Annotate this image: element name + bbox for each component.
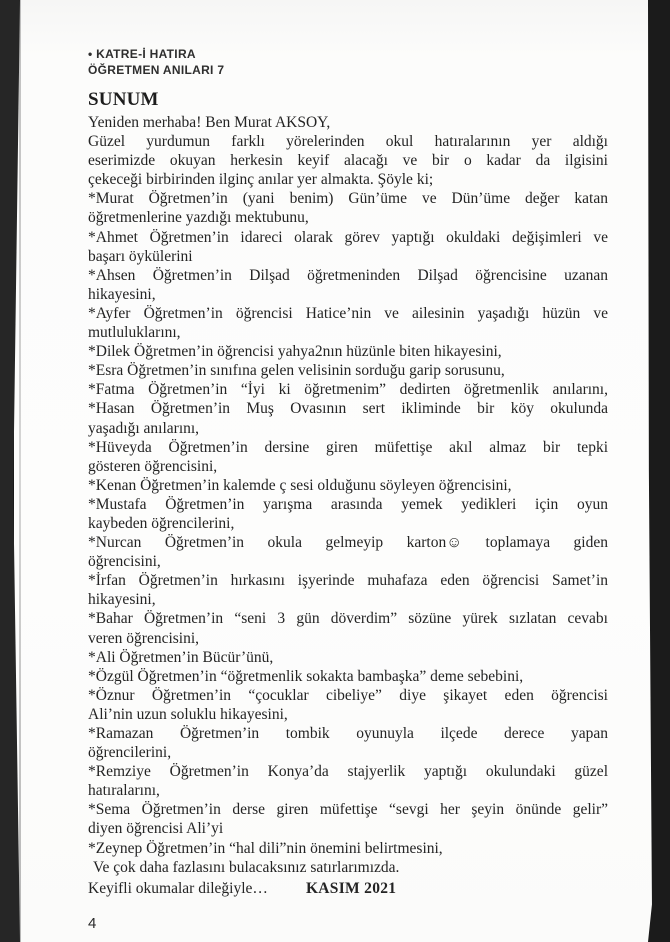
photo-right-edge <box>648 0 670 942</box>
text-line: hikayesini, <box>88 591 156 609</box>
text-line: *Murat Öğretmen’in (yani benim) Gün’üme ve Dün’üme değer katan <box>88 190 608 208</box>
text-line: hikayesini, <box>88 285 156 303</box>
text-line: Ve çok daha fazlasını bulacaksınız satırlarımızda. <box>93 858 400 876</box>
text-line: *Ali Öğretmen’in Bücür’ünü, <box>88 648 274 666</box>
text-line: *Dilek Öğretmen’in öğrencisi yahya2nın hüzünle biten hikayesini, <box>88 343 502 361</box>
body-lines <box>88 113 608 877</box>
page-number: 4 <box>88 914 97 932</box>
text-line: gösteren öğrencisini, <box>88 457 218 475</box>
text-line: kaybeden öğrencilerini, <box>88 514 235 532</box>
text-line: *Ayfer Öğretmen’in öğrencisi Hatice’nin ve ailesinin yaşadığı hüzün ve <box>88 304 608 322</box>
header-series-title: • KATRE-İ HATIRA <box>88 47 196 61</box>
text-line: mutluluklarını, <box>88 324 181 342</box>
text-line: *Zeynep Öğretmen’in “hal dili”nin önemini belirtmesini, <box>88 839 443 857</box>
text-line: *Ramazan Öğretmen’in tombik oyunuyla ilçede derece yapan <box>88 725 608 742</box>
closing-text: Keyifli okumalar dileğiyle… <box>88 879 268 897</box>
text-line: başarı öykülerini <box>88 247 193 265</box>
text-line: *Fatma Öğretmen’in “İyi ki öğretmenim” dedirten öğretmenlik anılarını, <box>88 381 608 399</box>
text-line: eserimizde okuyan herkesin keyif alacağı ve bir o kadar da ilgisini <box>88 152 608 170</box>
closing-date: KASIM 2021 <box>305 879 397 897</box>
text-line: *Kenan Öğretmen’in kalemde ç sesi olduğunu söyleyen öğrencisini, <box>88 476 512 494</box>
text-line: *Mustafa Öğretmen’in yarışma arasında yemek yedikleri için oyun <box>88 495 608 513</box>
text-line: *Özgül Öğretmen’in “öğretmenlik sokakta bambaşka” deme sebebini, <box>88 667 524 685</box>
text-line: *Öznur Öğretmen’in “çocuklar cibeliye” diye şikayet eden öğrencisi <box>88 686 608 704</box>
book-page <box>14 0 654 942</box>
text-line: *Hüveyda Öğretmen’in dersine giren müfettişe akıl almaz bir tepki <box>88 438 608 456</box>
text-line: *Bahar Öğretmen’in “seni 3 gün döverdim” sözüne yürek sızlatan cevabı <box>88 610 608 628</box>
page-left-edge-highlight <box>19 0 21 942</box>
text-line: *Nurcan Öğretmen’in okula gelmeyip karton☺ toplamaya giden <box>88 534 608 552</box>
text-line: *Remziye Öğretmen’in Konya’da stajyerlik yaptığı okulundaki güzel <box>88 763 608 781</box>
text-line: *Esra Öğretmen’in sınıfına gelen velisinin sorduğu garip sorusunu, <box>88 362 505 380</box>
section-title: SUNUM <box>88 89 159 110</box>
text-line: *Ahmet Öğretmen’in idareci olarak görev yaptığı okuldaki değişimleri ve <box>88 228 608 246</box>
text-line: çekeceği birbirinden ilginç anılar yer almakta. Şöyle ki; <box>88 171 434 189</box>
header-volume-title: ÖĞRETMEN ANILARI 7 <box>88 63 225 77</box>
text-line: veren öğrencisini, <box>88 629 200 647</box>
text-line: diyen öğrencisi Ali’yi <box>88 820 224 838</box>
text-line: Yeniden merhaba! Ben Murat AKSOY, <box>88 114 331 131</box>
text-line: öğrencisini, <box>88 553 161 571</box>
text-line: yaşadığı anılarını, <box>88 419 200 437</box>
text-line: Ali’nin uzun soluklu hikayesini, <box>88 705 288 723</box>
text-line: *Hasan Öğretmen’in Muş Ovasının sert ikliminde bir köy okulunda <box>88 400 608 418</box>
text-line: *İrfan Öğretmen’in hırkasını işyerinde muhafaza eden öğrencisi Samet’in <box>88 572 608 590</box>
text-line: *Ahsen Öğretmen’in Dilşad öğretmeninden Dilşad öğrencisine uzanan <box>88 266 608 284</box>
text-line: öğretmenlerine yazdığı mektubunu, <box>88 209 309 227</box>
running-header <box>88 46 613 78</box>
closing-line <box>88 879 608 898</box>
text-line: hatıralarını, <box>88 782 160 800</box>
text-line: Güzel yurdumun farklı yörelerinden okul hatıralarının yer aldığı <box>88 133 608 151</box>
text-line: öğrencilerini, <box>88 744 172 762</box>
text-line: *Sema Öğretmen’in derse giren müfettişe “sevgi her şeyin önünde gelir” <box>88 801 608 819</box>
